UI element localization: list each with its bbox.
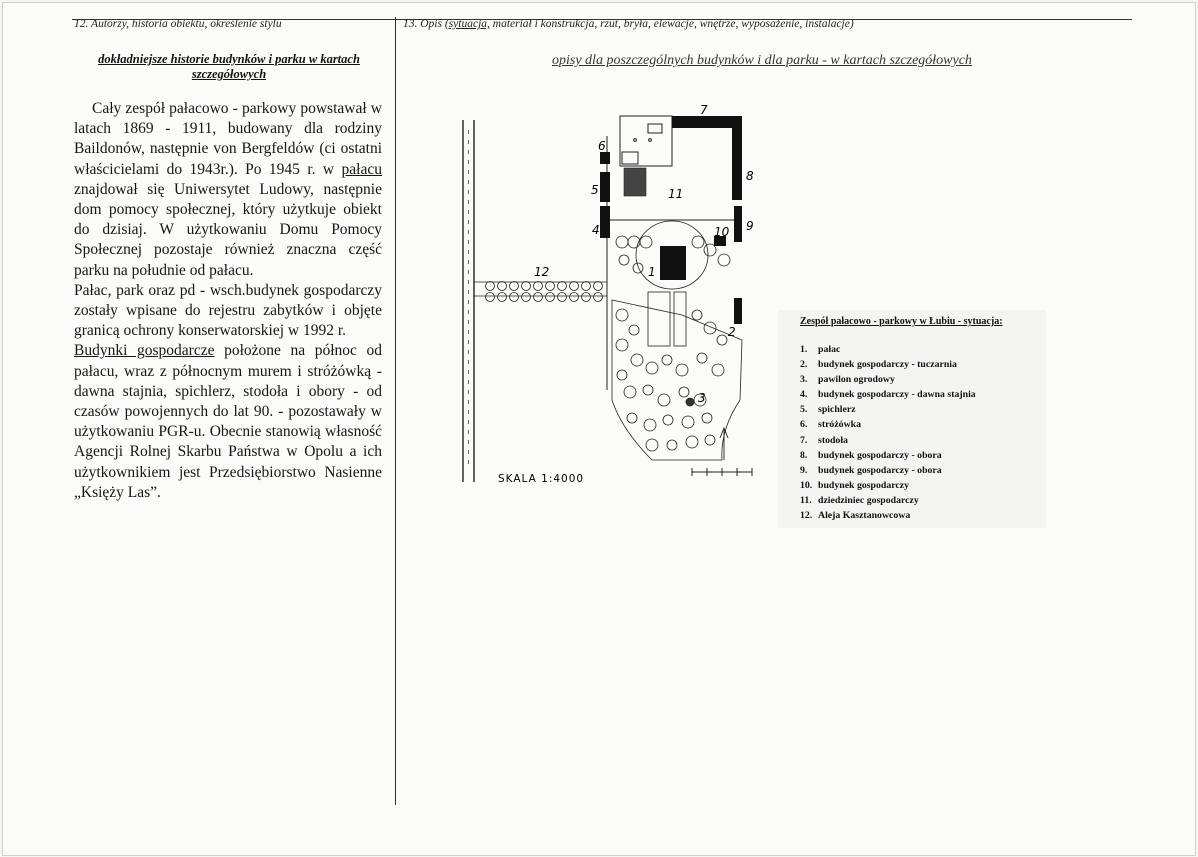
legend-item xyxy=(800,372,976,387)
legend-item-label: dziedziniec gospodarczy xyxy=(818,494,919,506)
history-text xyxy=(74,99,382,503)
legend-item-num: 7. xyxy=(800,434,808,446)
building-1-palace xyxy=(660,246,686,280)
chestnut-avenue xyxy=(474,282,607,302)
legend-item xyxy=(800,463,976,478)
building-5-granary xyxy=(600,172,610,202)
plan-label-4: 4 xyxy=(592,223,600,237)
plan-label-3: 3 xyxy=(698,391,706,405)
legend-item-num: 8. xyxy=(800,449,808,461)
section-13-header-underlined: (sytuacja, xyxy=(444,18,490,30)
history-p1-underlined: pałacu xyxy=(341,160,382,178)
legend-item xyxy=(800,387,976,402)
history-p3-rest: położone na północ od pałacu, wraz z północnym murem i stróżówką - dawna stajnia, spichlerz, stodoła i obory - od czasów powojennych do lat 90. - pozostawały w użytkowaniu PGR-u. Obecnie stanowią własność Agencji Rolnej Skarbu Państwa w Opolu a ich użytkownikiem jest Przedsiębiorstwo Nasienne „Księży Las”. xyxy=(74,342,383,501)
plan-label-11: 11 xyxy=(668,187,684,201)
legend-item-num: 9. xyxy=(800,464,808,476)
legend-item-label: pałac xyxy=(818,344,841,355)
legend-item-num: 5. xyxy=(800,404,808,416)
legend-item-num: 2. xyxy=(800,359,808,371)
history-paragraph-1 xyxy=(74,99,382,281)
history-paragraph-3 xyxy=(74,341,382,503)
scale-label: SKALA 1:4000 xyxy=(498,473,585,485)
legend-item-num: 12. xyxy=(800,510,813,522)
north-arrow xyxy=(720,428,728,460)
legend-item xyxy=(800,417,976,432)
plan-label-7: 7 xyxy=(700,103,708,117)
history-p1-rest: znajdował się Uniwersytet Ludowy, następnie dom pomocy społecznej, który użytkuje obiekt do dzisiaj. W użytkowaniu Domu Pomocy Społecznej pozostaje również znaczna część parku na południe od pałacu. xyxy=(74,180,382,279)
site-plan-legend xyxy=(778,310,1046,528)
legend-item-num: 11. xyxy=(800,494,812,506)
section-13-header-suffix: materiał i konstrukcja, rzut, bryła, elewacje, wnętrze, wyposażenie, instalacje) xyxy=(489,18,854,30)
legend-item-label: budynek gospodarczy - obora xyxy=(818,464,942,476)
legend-item-label: stodoła xyxy=(818,434,848,446)
legend-item xyxy=(800,478,976,493)
legend-item xyxy=(800,448,976,463)
right-column-title: opisy dla poszczególnych budynków i dla parku - w kartach szczegółowych xyxy=(552,53,972,68)
legend-item xyxy=(800,433,976,448)
legend-item-num: 3. xyxy=(800,374,808,386)
legend-item-label: stróżówka xyxy=(818,419,861,431)
section-13-header-prefix: 13. Opis xyxy=(403,18,445,30)
plan-label-12: 12 xyxy=(534,265,550,279)
building-4-stable xyxy=(600,206,610,238)
plan-label-10: 10 xyxy=(714,225,730,239)
building-9-cowshed xyxy=(734,206,742,242)
legend-item-num: 6. xyxy=(800,419,808,431)
plan-label-5: 5 xyxy=(591,183,599,197)
legend-item xyxy=(800,493,976,508)
section-12-header: 12. Autorzy, historia obiektu, określenie stylu xyxy=(74,18,282,30)
legend-item-num: 10. xyxy=(800,479,813,491)
legend-list xyxy=(800,342,976,523)
legend-item-label: budynek gospodarczy - obora xyxy=(818,449,942,461)
building-8-cowshed xyxy=(732,116,742,200)
building-2-piggery xyxy=(734,298,742,324)
history-p1-text: Cały zespół pałacowo - parkowy powstawał w latach 1869 - 1911, budowany dla rodziny Baildonów, następnie von Bergfeldów (ci ostatni właścicielami do 1943r.). Po 1945 r. w xyxy=(74,100,382,178)
legend-item xyxy=(800,357,976,372)
building-6-gatehouse xyxy=(600,152,610,164)
plan-label-2: 2 xyxy=(728,325,736,339)
left-column-title: dokładniejsze historie budynków i parku w kartach szczegółowych xyxy=(98,52,360,81)
plan-label-8: 8 xyxy=(746,169,754,183)
section-13-header xyxy=(403,18,854,30)
site-plan xyxy=(452,100,772,492)
legend-item xyxy=(800,342,976,357)
legend-item xyxy=(800,508,976,523)
legend-item-label: pawilon ogrodowy xyxy=(818,374,895,386)
column-divider xyxy=(395,17,396,805)
legend-title: Zespół pałacowo - parkowy w Łubiu - sytuacja: xyxy=(800,316,1003,327)
scale-bar xyxy=(692,468,752,476)
legend-item-label: Aleja Kasztanowcowa xyxy=(818,510,911,522)
plan-label-6: 6 xyxy=(598,139,606,153)
legend-item xyxy=(800,402,976,417)
legend-item-num: 1. xyxy=(800,344,808,355)
building-7-barn xyxy=(672,116,742,128)
legend-item-label: budynek gospodarczy - dawna stajnia xyxy=(818,389,976,401)
history-p3-underlined: Budynki gospodarcze xyxy=(74,342,215,360)
plan-label-9: 9 xyxy=(746,219,754,233)
site-plan-drawing xyxy=(452,100,772,492)
legend-item-label: budynek gospodarczy - tuczarnia xyxy=(818,359,957,371)
plan-label-1: 1 xyxy=(648,265,656,279)
legend-item-label: spichlerz xyxy=(818,404,856,416)
history-paragraph-2: Pałac, park oraz pd - wsch.budynek gospodarczy zostały wpisane do rejestru zabytków i objęte granicą ochrony konserwatorskiej w 1992 r. xyxy=(74,281,382,340)
legend-item-label: budynek gospodarczy xyxy=(818,479,910,491)
road xyxy=(463,120,474,482)
legend-item-num: 4. xyxy=(800,389,808,401)
